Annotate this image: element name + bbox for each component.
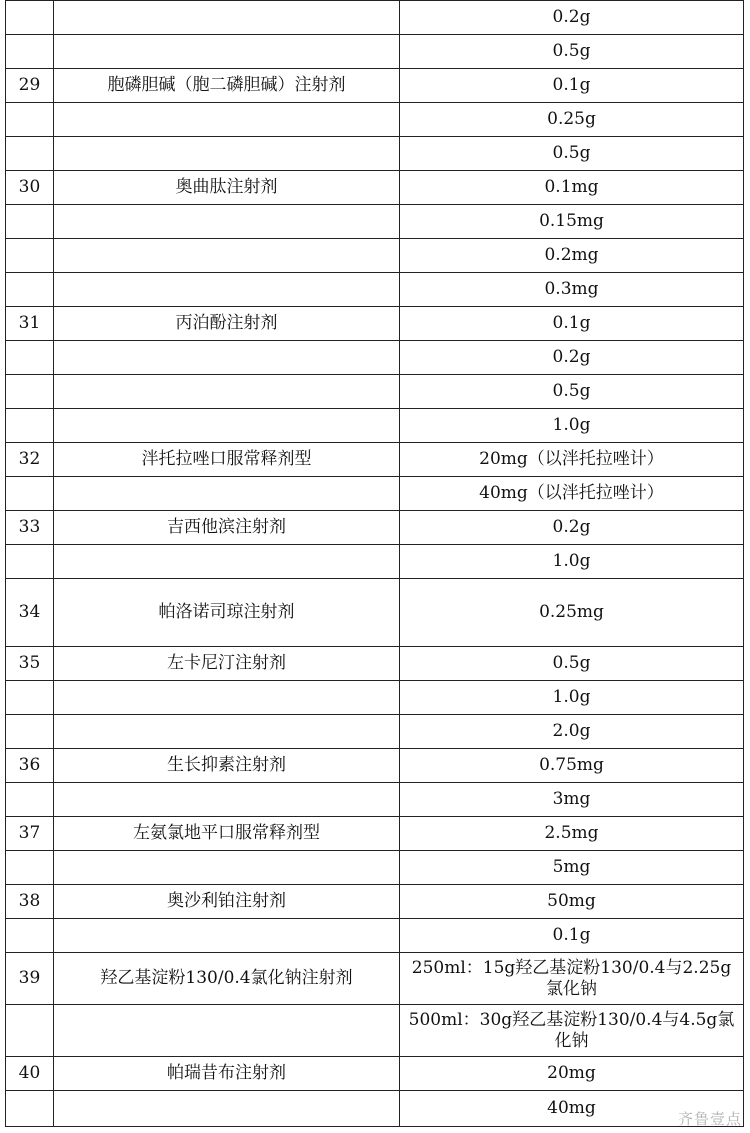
row-number-cell: 30 xyxy=(6,171,54,205)
table-row xyxy=(6,885,744,919)
spec-cell: 0.1g xyxy=(400,307,744,341)
spec-cell: 0.2g xyxy=(400,341,744,375)
drug-name-cell: 帕洛诺司琼注射剂 xyxy=(54,579,400,647)
table-row xyxy=(6,681,744,715)
spec-cell: 0.15mg xyxy=(400,205,744,239)
drug-name-cell xyxy=(54,1091,400,1127)
spec-cell: 0.1mg xyxy=(400,171,744,205)
spec-cell: 500ml：30g羟乙基淀粉130/0.4与4.5g氯化钠 xyxy=(400,1005,744,1057)
drug-name-cell xyxy=(54,205,400,239)
row-number-cell xyxy=(6,1091,54,1127)
spec-cell: 0.2g xyxy=(400,1,744,35)
drug-name-cell xyxy=(54,341,400,375)
table-row xyxy=(6,69,744,103)
spec-cell: 0.2mg xyxy=(400,239,744,273)
drug-name-cell: 左氨氯地平口服常释剂型 xyxy=(54,817,400,851)
drug-name-cell: 吉西他滨注射剂 xyxy=(54,511,400,545)
spec-cell: 1.0g xyxy=(400,409,744,443)
table-row xyxy=(6,205,744,239)
drug-name-cell xyxy=(54,35,400,69)
row-number-cell xyxy=(6,851,54,885)
row-number-cell xyxy=(6,137,54,171)
spec-cell: 3mg xyxy=(400,783,744,817)
row-number-cell: 33 xyxy=(6,511,54,545)
spec-cell: 0.2g xyxy=(400,511,744,545)
spec-cell: 0.5g xyxy=(400,647,744,681)
drug-name-cell xyxy=(54,375,400,409)
table-row xyxy=(6,273,744,307)
row-number-cell xyxy=(6,477,54,511)
drug-name-cell: 左卡尼汀注射剂 xyxy=(54,647,400,681)
drug-name-cell xyxy=(54,681,400,715)
row-number-cell: 39 xyxy=(6,953,54,1005)
spec-cell: 2.0g xyxy=(400,715,744,749)
table-row xyxy=(6,511,744,545)
table-row xyxy=(6,443,744,477)
spec-cell: 0.25g xyxy=(400,103,744,137)
spec-cell: 0.5g xyxy=(400,137,744,171)
table-row xyxy=(6,851,744,885)
drug-name-cell: 生长抑素注射剂 xyxy=(54,749,400,783)
row-number-cell xyxy=(6,919,54,953)
drug-name-cell: 帕瑞昔布注射剂 xyxy=(54,1057,400,1091)
row-number-cell xyxy=(6,409,54,443)
row-number-cell: 34 xyxy=(6,579,54,647)
spec-cell: 250ml：15g羟乙基淀粉130/0.4与2.25g氯化钠 xyxy=(400,953,744,1005)
drug-name-cell xyxy=(54,239,400,273)
table-row xyxy=(6,1057,744,1091)
spec-cell: 0.5g xyxy=(400,35,744,69)
row-number-cell: 32 xyxy=(6,443,54,477)
row-number-cell xyxy=(6,273,54,307)
drug-spec-table xyxy=(5,0,744,1127)
drug-name-cell xyxy=(54,783,400,817)
drug-name-cell xyxy=(54,545,400,579)
spec-cell: 0.1g xyxy=(400,919,744,953)
drug-name-cell xyxy=(54,273,400,307)
table-row xyxy=(6,783,744,817)
table-row xyxy=(6,171,744,205)
row-number-cell: 40 xyxy=(6,1057,54,1091)
row-number-cell xyxy=(6,341,54,375)
spec-cell: 20mg xyxy=(400,1057,744,1091)
table-row xyxy=(6,375,744,409)
row-number-cell xyxy=(6,1,54,35)
spec-cell: 0.25mg xyxy=(400,579,744,647)
drug-name-cell: 泮托拉唑口服常释剂型 xyxy=(54,443,400,477)
table-row xyxy=(6,817,744,851)
drug-name-cell xyxy=(54,103,400,137)
table-row xyxy=(6,307,744,341)
table-row xyxy=(6,749,744,783)
table-row xyxy=(6,545,744,579)
spec-cell: 1.0g xyxy=(400,681,744,715)
table-body xyxy=(6,1,744,1127)
row-number-cell xyxy=(6,205,54,239)
watermark: 齐鲁壹点 xyxy=(677,1110,742,1128)
row-number-cell xyxy=(6,239,54,273)
row-number-cell xyxy=(6,681,54,715)
row-number-cell xyxy=(6,783,54,817)
table-row xyxy=(6,35,744,69)
drug-name-cell xyxy=(54,851,400,885)
row-number-cell xyxy=(6,715,54,749)
spec-cell: 40mg（以泮托拉唑计） xyxy=(400,477,744,511)
spec-cell: 2.5mg xyxy=(400,817,744,851)
spec-cell: 20mg（以泮托拉唑计） xyxy=(400,443,744,477)
drug-name-cell xyxy=(54,1005,400,1057)
spec-cell: 1.0g xyxy=(400,545,744,579)
row-number-cell: 29 xyxy=(6,69,54,103)
spec-cell: 5mg xyxy=(400,851,744,885)
row-number-cell xyxy=(6,545,54,579)
drug-name-cell: 羟乙基淀粉130/0.4氯化钠注射剂 xyxy=(54,953,400,1005)
spec-cell: 40mg xyxy=(400,1091,744,1127)
table-row xyxy=(6,953,744,1005)
table-row xyxy=(6,103,744,137)
row-number-cell: 38 xyxy=(6,885,54,919)
row-number-cell: 37 xyxy=(6,817,54,851)
table-row xyxy=(6,409,744,443)
spec-cell: 0.3mg xyxy=(400,273,744,307)
table-row xyxy=(6,579,744,647)
drug-name-cell xyxy=(54,715,400,749)
table-row xyxy=(6,239,744,273)
drug-name-cell xyxy=(54,1,400,35)
drug-name-cell xyxy=(54,137,400,171)
row-number-cell xyxy=(6,1005,54,1057)
drug-name-cell: 奥沙利铂注射剂 xyxy=(54,885,400,919)
table-row xyxy=(6,715,744,749)
table-row xyxy=(6,1005,744,1057)
spec-cell: 0.75mg xyxy=(400,749,744,783)
row-number-cell xyxy=(6,375,54,409)
row-number-cell: 36 xyxy=(6,749,54,783)
table-row xyxy=(6,137,744,171)
row-number-cell xyxy=(6,35,54,69)
row-number-cell xyxy=(6,103,54,137)
drug-name-cell xyxy=(54,477,400,511)
table-row xyxy=(6,1091,744,1127)
drug-name-cell: 胞磷胆碱（胞二磷胆碱）注射剂 xyxy=(54,69,400,103)
drug-name-cell xyxy=(54,919,400,953)
table-row xyxy=(6,1,744,35)
row-number-cell: 31 xyxy=(6,307,54,341)
table-row xyxy=(6,919,744,953)
row-number-cell: 35 xyxy=(6,647,54,681)
spec-cell: 0.5g xyxy=(400,375,744,409)
drug-name-cell: 丙泊酚注射剂 xyxy=(54,307,400,341)
table-row xyxy=(6,341,744,375)
drug-name-cell: 奥曲肽注射剂 xyxy=(54,171,400,205)
table-row xyxy=(6,477,744,511)
drug-name-cell xyxy=(54,409,400,443)
table-row xyxy=(6,647,744,681)
spec-cell: 0.1g xyxy=(400,69,744,103)
spec-cell: 50mg xyxy=(400,885,744,919)
